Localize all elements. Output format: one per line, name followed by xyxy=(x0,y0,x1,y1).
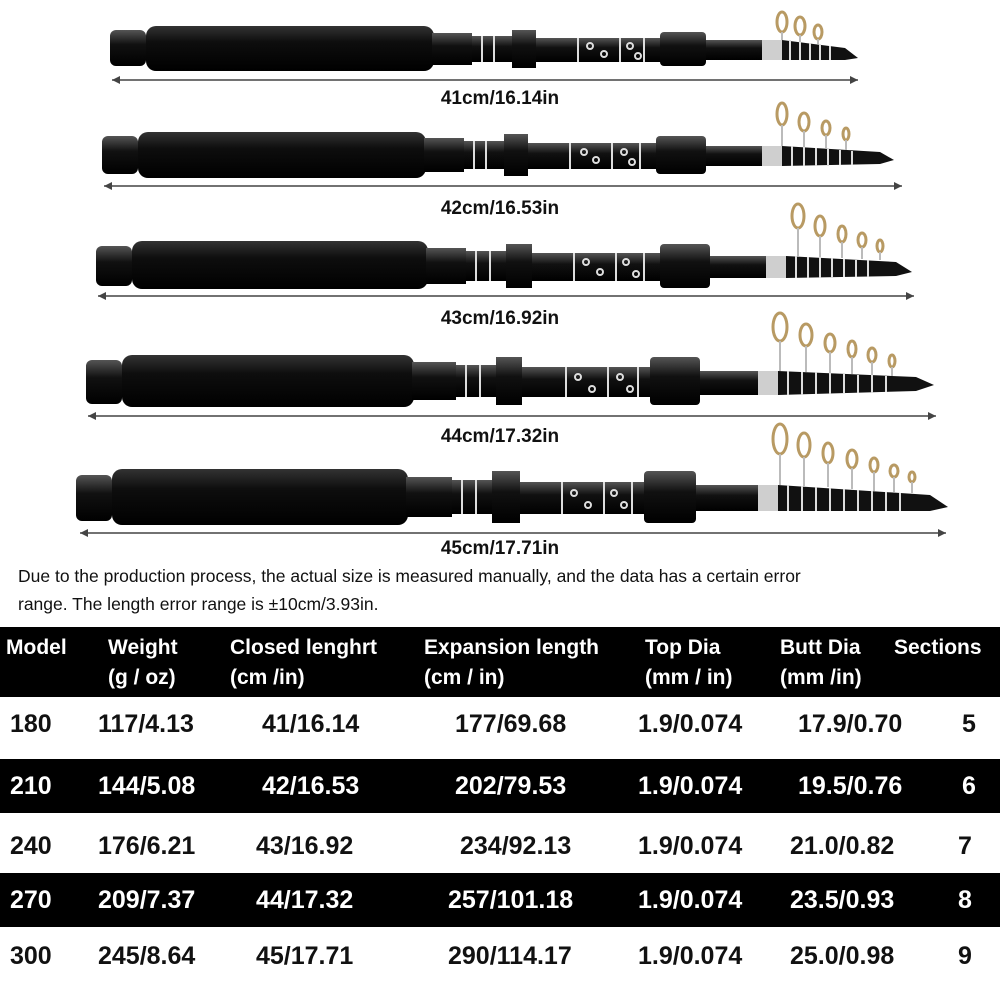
cell-sections: 5 xyxy=(962,710,976,738)
header-closed-line-1: Closed lenghrt xyxy=(230,636,378,659)
header-closed-line-2: (cm /in) xyxy=(230,666,305,689)
rod-5-length-label: 45cm/17.71in xyxy=(440,538,560,559)
cell-closed: 43/16.92 xyxy=(256,832,354,860)
cell-top-dia: 1.9/0.074 xyxy=(638,942,743,970)
header-weight-line-1: Weight xyxy=(108,636,178,659)
header-butt-dia xyxy=(780,633,862,693)
header-closed-length xyxy=(230,633,377,693)
table-row xyxy=(0,929,1000,983)
note-line-1: Due to the production process, the actual size is measured manually, and the data has a certain error xyxy=(18,566,801,586)
cell-expansion: 290/114.17 xyxy=(448,942,572,970)
cell-weight: 117/4.13 xyxy=(98,710,194,738)
cell-expansion: 257/101.18 xyxy=(448,886,574,914)
header-top-line-2: (mm / in) xyxy=(645,666,733,689)
rod-3-length-label: 43cm/16.92in xyxy=(440,308,560,329)
cell-expansion: 234/92.13 xyxy=(460,832,572,860)
header-top-dia xyxy=(645,633,733,693)
cell-butt-dia: 21.0/0.82 xyxy=(790,832,895,860)
table-row xyxy=(0,759,1000,813)
header-expansion-line-1: Expansion length xyxy=(424,636,600,659)
header-sections: Sections xyxy=(894,636,982,659)
cell-top-dia: 1.9/0.074 xyxy=(638,832,743,860)
cell-closed: 45/17.71 xyxy=(256,942,354,970)
table-header xyxy=(0,627,1000,697)
rod-2-length-label: 42cm/16.53in xyxy=(440,198,560,219)
cell-weight: 144/5.08 xyxy=(98,772,196,800)
header-weight-line-2: (g / oz) xyxy=(108,666,176,689)
cell-model: 300 xyxy=(10,942,52,970)
cell-closed: 41/16.14 xyxy=(262,710,360,738)
cell-model: 270 xyxy=(10,886,52,914)
cell-expansion: 202/79.53 xyxy=(455,772,567,800)
header-butt-line-2: (mm /in) xyxy=(780,666,862,689)
note-line-2: range. The length error range is ±10cm/3.93in. xyxy=(18,594,379,614)
error-range-note xyxy=(18,562,993,618)
cell-weight: 245/8.64 xyxy=(98,942,196,970)
cell-model: 240 xyxy=(10,832,52,860)
cell-sections: 8 xyxy=(958,886,972,914)
cell-sections: 6 xyxy=(962,772,976,800)
cell-closed: 44/17.32 xyxy=(256,886,354,914)
rod-1-length-label: 41cm/16.14in xyxy=(440,88,560,109)
header-expansion-length xyxy=(424,633,599,693)
cell-butt-dia: 23.5/0.93 xyxy=(790,886,895,914)
cell-top-dia: 1.9/0.074 xyxy=(638,710,743,738)
table-row xyxy=(0,819,1000,873)
cell-model: 180 xyxy=(10,710,52,738)
rod-5 xyxy=(0,415,1000,565)
cell-expansion: 177/69.68 xyxy=(455,710,567,738)
header-butt-line-1: Butt Dia xyxy=(780,636,861,659)
rod-4-length-label: 44cm/17.32in xyxy=(440,426,560,447)
cell-sections: 7 xyxy=(958,832,972,860)
cell-top-dia: 1.9/0.074 xyxy=(638,772,743,800)
cell-butt-dia: 25.0/0.98 xyxy=(790,942,895,970)
header-top-line-1: Top Dia xyxy=(645,636,721,659)
table-row xyxy=(0,873,1000,927)
cell-weight: 209/7.37 xyxy=(98,886,196,914)
cell-sections: 9 xyxy=(958,942,972,970)
cell-butt-dia: 19.5/0.76 xyxy=(798,772,903,800)
table-row xyxy=(0,697,1000,751)
cell-top-dia: 1.9/0.074 xyxy=(638,886,743,914)
header-weight xyxy=(108,633,178,693)
spec-table xyxy=(0,627,1000,1000)
header-model: Model xyxy=(6,636,67,659)
cell-weight: 176/6.21 xyxy=(98,832,196,860)
cell-butt-dia: 17.9/0.70 xyxy=(798,710,903,738)
rod-1 xyxy=(0,0,1000,110)
header-expansion-line-2: (cm / in) xyxy=(424,666,505,689)
cell-model: 210 xyxy=(10,772,52,800)
cell-closed: 42/16.53 xyxy=(262,772,360,800)
